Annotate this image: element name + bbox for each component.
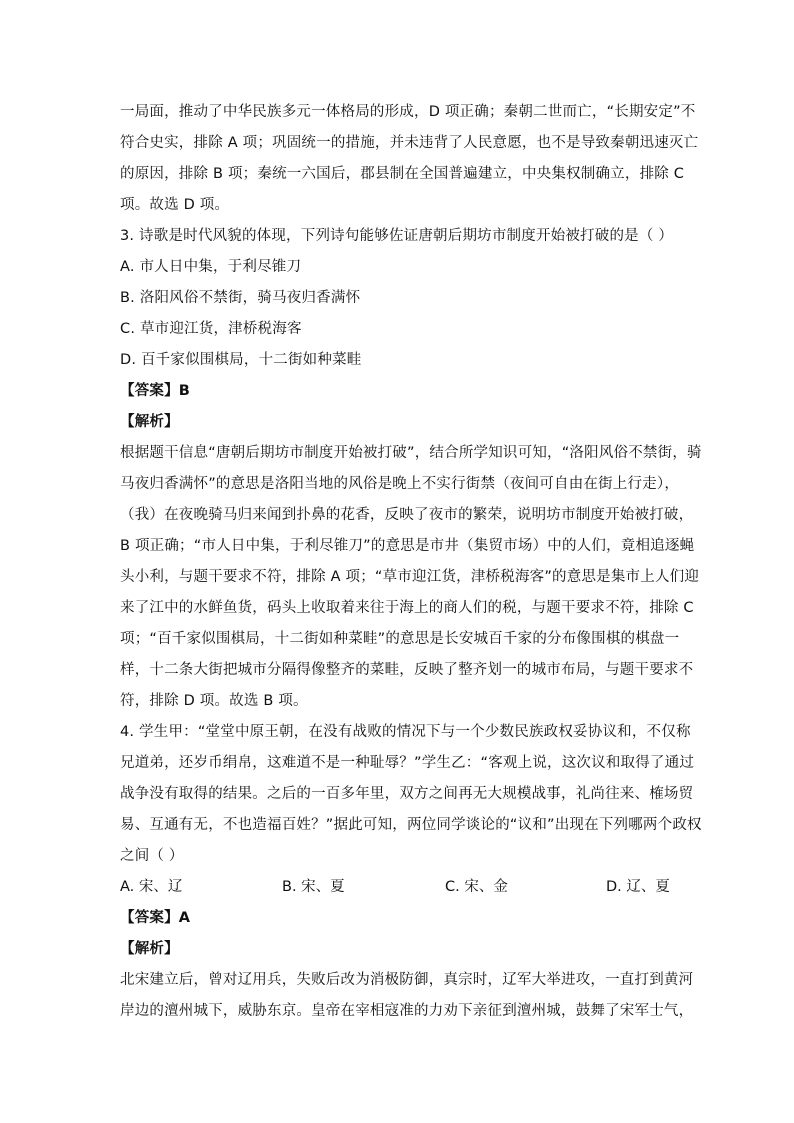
text-line: 头小利，与题干要求不符，排除 A 项；“草市迎江货，津桥税海客”的意思是集市上人们迎 <box>120 569 700 585</box>
text-line: 战争没有取得的结果。之后的一百多年里，双方之间再无大规模战事，礼尚往来、榷场贸 <box>120 786 694 802</box>
text-line: B 项正确；“市人日中集，于利尽锥刀”的意思是市井（集贸市场）中的人们，竟相追逐蝇 <box>120 538 695 554</box>
text-line: 一局面，推动了中华民族多元一体格局的形成，D 项正确；秦朝二世而亡，“长期安定”不 <box>120 104 696 120</box>
text-line: 符合史实，排除 A 项；巩固统一的措施，并未违背了人民意愿，也不是导致秦朝迅速灭亡 <box>120 135 699 151</box>
text-line: 项。故选 D 项。 <box>120 197 230 213</box>
text-line: 根据题干信息“唐朝后期坊市制度开始被打破”，结合所学知识可知，“洛阳风俗不禁街，骑 <box>120 445 702 461</box>
text-line: 【答案】A <box>120 910 191 926</box>
text-line: 之间（ ） <box>120 848 184 864</box>
text-line: 【答案】B <box>120 383 191 399</box>
text-line: 样，十二条大街把城市分隔得像整齐的菜畦，反映了整齐划一的城市布局，与题干要求不 <box>120 662 694 678</box>
text-line: A. 市人日中集，于利尽锥刀 <box>120 259 302 275</box>
q4-option-b: B. 宋、夏 <box>282 879 345 895</box>
text-line: 【解析】 <box>120 414 179 430</box>
text-line: 【解析】 <box>120 941 179 957</box>
text-line: 岸边的澶州城下，威胁东京。皇帝在宰相寇准的力劝下亲征到澶州城，鼓舞了宋军士气， <box>120 1003 694 1019</box>
text-line: 4. 学生甲：“堂堂中原王朝，在没有战败的情况下与一个少数民族政权妥协议和，不仅称 <box>120 724 691 740</box>
text-line: 项；“百千家似围棋局，十二街如种菜畦”的意思是长安城百千家的分布像围棋的棋盘一 <box>120 631 680 647</box>
text-line: 3. 诗歌是时代风貌的体现，下列诗句能够佐证唐朝后期坊市制度开始被打破的是（ ） <box>120 228 674 244</box>
text-line: 符，排除 D 项。故选 B 项。 <box>120 693 308 709</box>
text-line: 易、互通有无，不也造福百姓？”据此可知，两位同学谈论的“议和”出现在下列哪两个政权 <box>120 817 702 833</box>
text-line: C. 草市迎江货，津桥税海客 <box>120 321 302 337</box>
q4-option-d: D. 辽、夏 <box>606 879 670 895</box>
text-line: （我）在夜晚骑马归来闻到扑鼻的花香，反映了夜市的繁荣，说明坊市制度开始被打破， <box>120 507 694 523</box>
text-line: 马夜归香满怀”的意思是洛阳当地的风俗是晚上不实行街禁（夜间可自由在街上行走）， <box>120 476 680 492</box>
text-line: 来了江中的水鲜鱼货，码头上收取着来往于海上的商人们的税，与题干要求不符，排除 C <box>120 600 694 616</box>
q4-option-c: C. 宋、金 <box>445 879 508 895</box>
text-line: 的原因，排除 B 项；秦统一六国后，郡县制在全国普遍建立，中央集权制确立，排除 C <box>120 166 685 182</box>
text-line: B. 洛阳风俗不禁街，骑马夜归香满怀 <box>120 290 361 306</box>
text-line: 北宋建立后，曾对辽用兵，失败后改为消极防御，真宗时，辽军大举进攻，一直打到黄河 <box>120 972 694 988</box>
text-line: 兄道弟，还岁币绢帛，这难道不是一种耻辱？”学生乙：“客观上说，这次议和取得了通过 <box>120 755 695 771</box>
text-line: D. 百千家似围棋局，十二街如种菜畦 <box>120 352 362 368</box>
q4-option-a: A. 宋、辽 <box>120 879 183 895</box>
